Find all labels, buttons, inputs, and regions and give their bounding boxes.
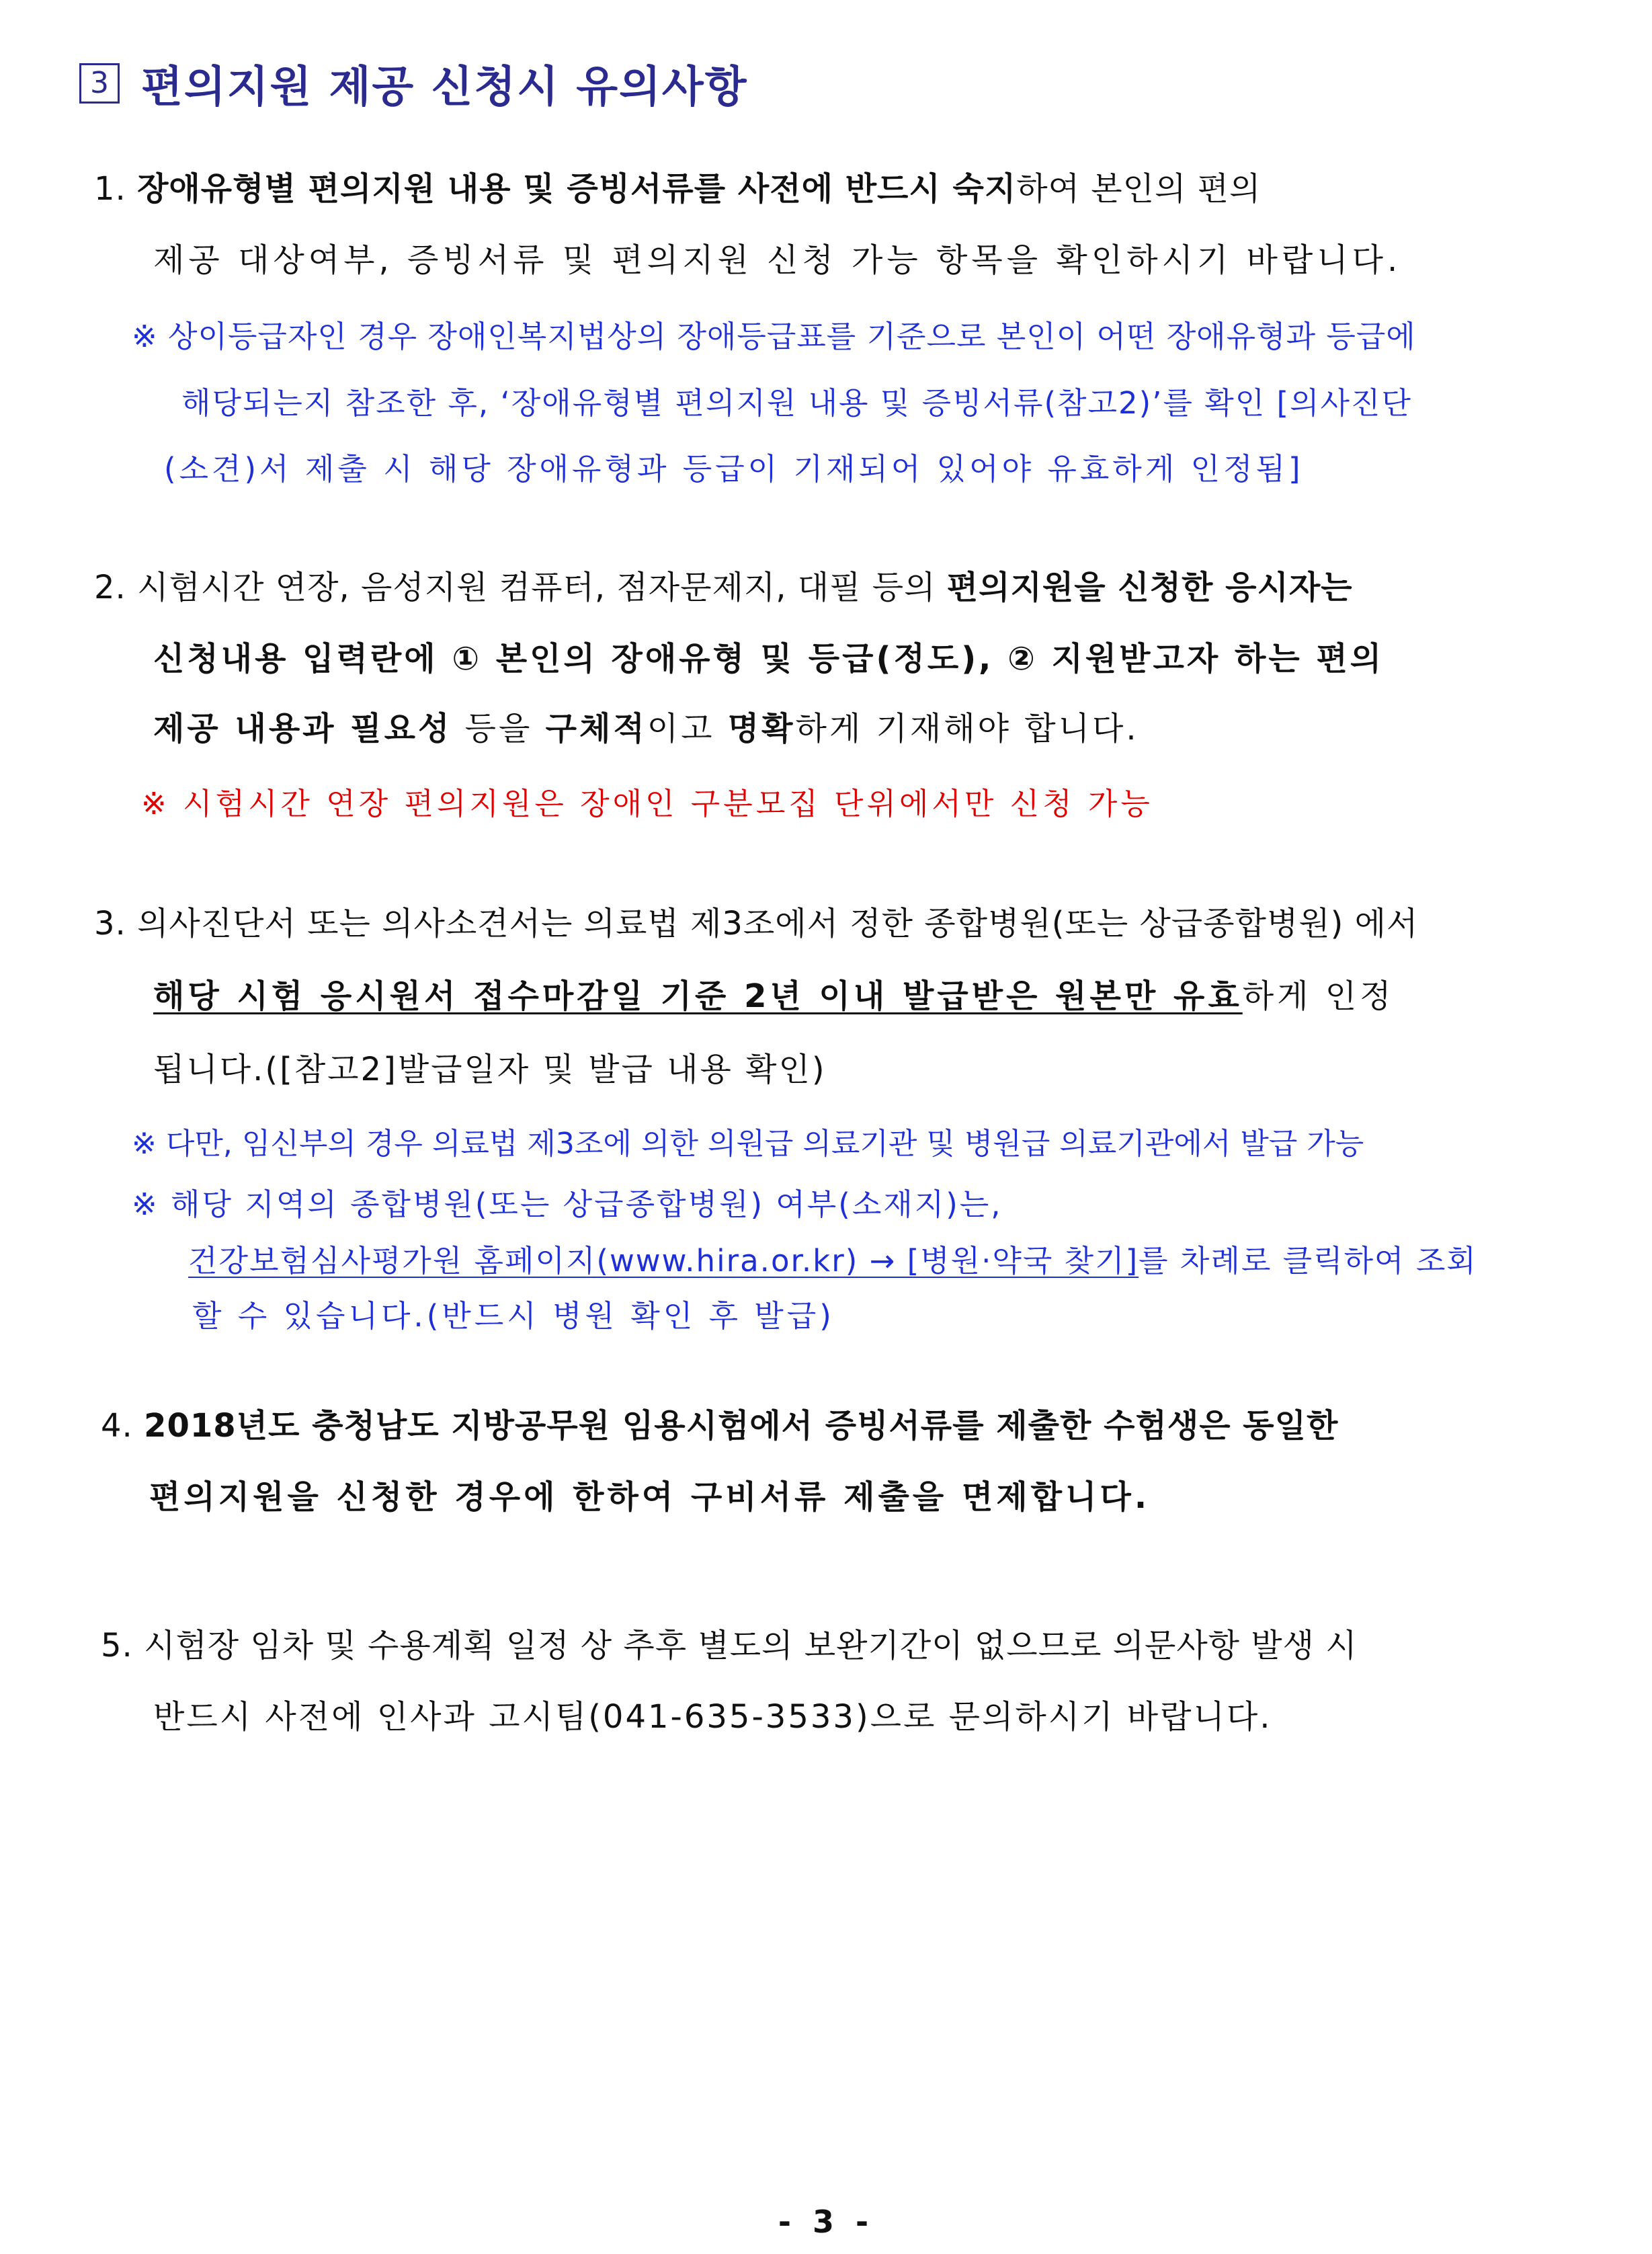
item2-line1-normal: 시험시간 연장, 음성지원 컴퓨터, 점자문제지, 대필 등의: [137, 569, 936, 606]
item3-line1: [94, 905, 1419, 942]
item3-line2-rest: 하게 인정: [1242, 977, 1395, 1015]
item2-number: 2.: [94, 569, 126, 606]
item2-line3-d: 이고: [647, 710, 715, 748]
item3-line2-underlined: 해당 시험 응시원서 접수마감일 기준 2년 이내 발급받은 원본만 유효: [153, 977, 1243, 1015]
section-heading: [79, 52, 748, 114]
item1-line1-rest: 하여 본인의 편의: [1016, 170, 1262, 208]
item3-note2-line1: ※ 해당 지역의 종합병원(또는 상급종합병원) 여부(소재지)는,: [132, 1186, 1003, 1222]
item3-number: 3.: [94, 905, 126, 942]
item3-note2-line2-rest: 를 차례로 클릭하여 조회: [1139, 1243, 1477, 1279]
item3-line1-text: 의사진단서 또는 의사소견서는 의료법 제3조에서 정한 종합병원(또는 상급종합병원) 에서: [137, 905, 1419, 942]
item1-note-line1: ※ 상이등급자인 경우 장애인복지법상의 장애등급표를 기준으로 본인이 어떤 장애유형과 등급에: [132, 319, 1416, 354]
item1-note-line3: (소견)서 제출 시 해당 장애유형과 등급이 기재되어 있어야 유효하게 인정됨]: [164, 451, 1304, 487]
item3-note2-line2: [188, 1243, 1477, 1279]
item3-note1: ※ 다만, 임신부의 경우 의료법 제3조에 의한 의원급 의료기관 및 병원급 의료기관에서 발급 가능: [132, 1127, 1364, 1161]
item3-line3: 됩니다.([참고2]발급일자 및 발급 내용 확인): [153, 1051, 827, 1088]
item1-line2: 제공 대상여부, 증빙서류 및 편의지원 신청 가능 항목을 확인하시기 바랍니다.: [153, 241, 1402, 279]
item2-line1: [94, 571, 1353, 604]
item2-line2-text: 신청내용 입력란에 ① 본인의 장애유형 및 등급(정도), ② 지원받고자 하는 편의: [153, 640, 1385, 678]
item4-line1-text: 2018년도 충청남도 지방공무원 임용시험에서 증빙서류를 제출한 수험생은 동일한: [144, 1407, 1339, 1445]
item5-line1: [101, 1629, 1358, 1662]
item3-line2: [153, 977, 1395, 1015]
item1-note-line2: 해당되는지 참조한 후, ‘장애유형별 편의지원 내용 및 증빙서류(참고2)’를 확인 [의사진단: [181, 385, 1412, 421]
item5-line2: 반드시 사전에 인사과 고시팀(041-635-3533)으로 문의하시기 바랍니다.: [153, 1698, 1272, 1736]
page-number: - 3 -: [778, 2204, 874, 2240]
item1-bold-text: 장애유형별 편의지원 내용 및 증빙서류를 사전에 반드시 숙지: [137, 170, 1017, 208]
item5-line1-text: 시험장 임차 및 수용계획 일정 상 추후 별도의 보완기간이 없으므로 의문사항 발생 시: [144, 1627, 1358, 1664]
item4-number: 4.: [101, 1407, 133, 1445]
item2-line3-b: 등을: [464, 710, 533, 748]
item2-line2: [153, 640, 1385, 678]
section-title: 편의지원 제공 신청시 유의사항: [141, 63, 748, 112]
item2-line1-bold: 편의지원을 신청한 응시자는: [946, 569, 1353, 606]
item2-line3-e: 명확: [727, 710, 796, 748]
item2-line3-a: 제공 내용과 필요성: [153, 710, 452, 748]
item2-note: ※ 시험시간 연장 편의지원은 장애인 구분모집 단위에서만 신청 가능: [141, 786, 1153, 821]
item3-note2-line3: 할 수 있습니다.(반드시 병원 확인 후 발급): [192, 1298, 835, 1334]
item2-line3: [153, 710, 1139, 748]
item2-line3-f: 하게 기재해야 합니다.: [795, 710, 1139, 748]
item4-line1: [101, 1407, 1339, 1445]
item2-line3-c: 구체적: [545, 710, 647, 748]
item5-number: 5.: [101, 1627, 133, 1664]
item4-line2: [149, 1478, 1151, 1516]
item1-number: 1.: [94, 170, 126, 208]
hira-homepage-link[interactable]: 건강보험심사평가원 홈페이지(www.hira.or.kr) → [병원·약국 찾기]: [188, 1243, 1139, 1279]
item1-line1: [94, 170, 1566, 208]
section-number-box: 3: [79, 63, 120, 104]
item4-line2-text: 편의지원을 신청한 경우에 한하여 구비서류 제출을 면제합니다.: [149, 1478, 1151, 1516]
